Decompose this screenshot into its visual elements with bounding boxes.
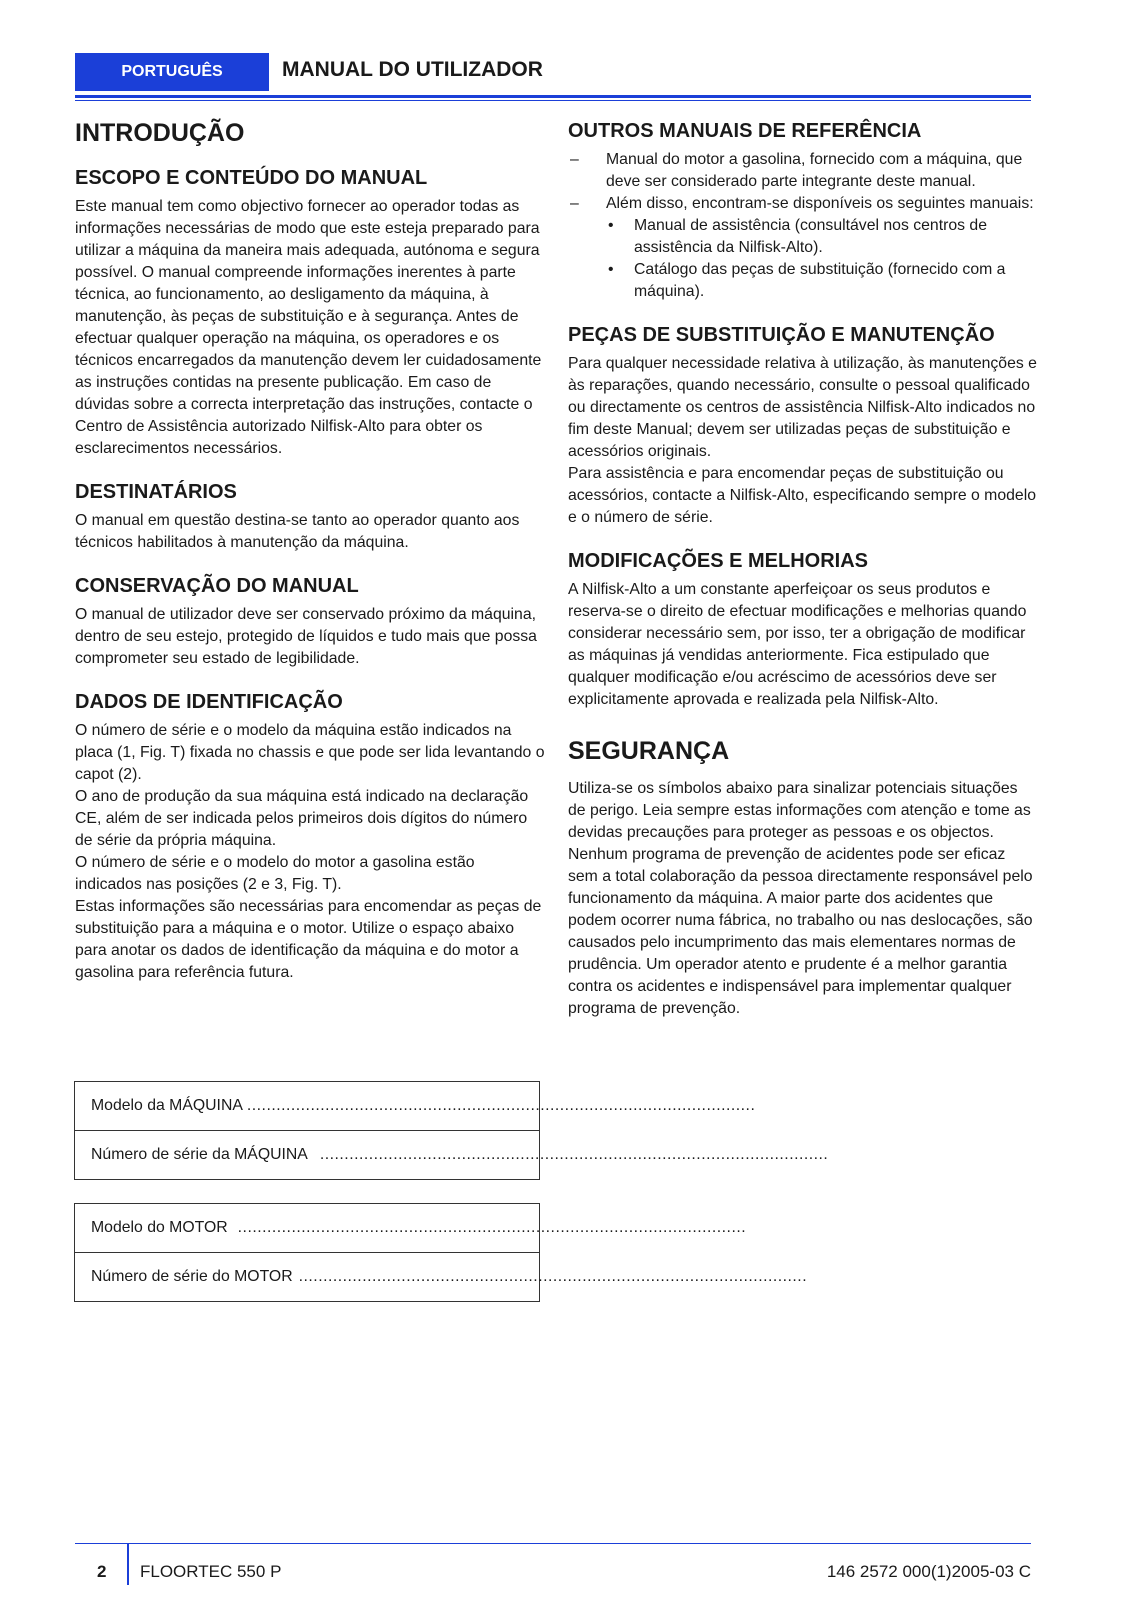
identification-text-1: O número de série e o modelo da máquina estão indicados na placa (1, Fig. T) fixada no chassis e que pode ser lida levantando o capot (2). bbox=[75, 722, 545, 783]
list-item: – Além disso, encontram-se disponíveis os seguintes manuais: • Manual de assistência (consultável nos centros de assistência da Nilfisk-Alto). • Catálogo das peças de substituição (fornecido com a máquina). bbox=[568, 193, 1038, 303]
spare-parts-text-2: Para assistência e para encomendar peças de substituição ou acessórios, contacte a Nilfisk-Alto, especificando sempre o modelo e o número de série. bbox=[568, 465, 1036, 526]
language-tab: PORTUGUÊS bbox=[75, 53, 269, 91]
intro-title: INTRODUÇÃO bbox=[75, 119, 245, 147]
spare-parts-text-1: Para qualquer necessidade relativa à utilização, às manutenções e às reparações, quando necessário, consulte o pessoal qualificado ou directamente os centros de assistência Nilfisk-Alto indicados no fim deste Manual; devem ser utilizadas peças de substituição e acessórios originais. bbox=[568, 355, 1037, 460]
identification-text-3: O número de série e o modelo do motor a gasolina estão indicados nas posições (2 e 3, Fig. T). bbox=[75, 854, 475, 893]
conservation-heading: CONSERVAÇÃO DO MANUAL bbox=[75, 575, 359, 597]
identification-heading: DADOS DE IDENTIFICAÇÃO bbox=[75, 691, 343, 713]
list-item: • Manual de assistência (consultável nos centros de assistência da Nilfisk-Alto). bbox=[606, 215, 1038, 259]
left-column bbox=[75, 113, 545, 984]
identification-text-2: O ano de produção da sua máquina está indicado na declaração CE, além de ser indicada pelos primeiros dois dígitos do número de série da própria máquina. bbox=[75, 788, 529, 849]
safety-text-1: Utiliza-se os símbolos abaixo para sinalizar potenciais situações de perigo. Leia sempre estas informações com atenção e tome as devidas precauções para proteger as pessoas e os objectos. bbox=[568, 780, 1031, 841]
modifications-text: A Nilfisk-Alto a um constante aperfeiçoar os seus produtos e reserva-se o direito de efectuar modificações e melhorias quando considerar necessário sem, por isso, ter a obrigação de modificar as máquinas já vendidas anteriormente. Fica estipulado que qualquer modificação e/ou acréscimo de acessórios deve ser explicitamente aprovada e realizada pela Nilfisk-Alto. bbox=[568, 581, 1027, 708]
machine-serial-row bbox=[75, 1130, 829, 1179]
recipients-heading: DESTINATÁRIOS bbox=[75, 481, 237, 503]
list-item: – Manual do motor a gasolina, fornecido com a máquina, que deve ser considerado parte integrante deste manual. bbox=[568, 149, 1038, 193]
other-manuals-heading: OUTROS MANUAIS DE REFERÊNCIA bbox=[568, 120, 922, 142]
machine-model-row bbox=[75, 1082, 756, 1130]
engine-serial-dots: ........................................................................................................ bbox=[298, 1268, 808, 1285]
engine-model-label: Modelo do MOTOR bbox=[91, 1219, 228, 1236]
machine-serial-dots: ........................................................................................................ bbox=[319, 1146, 829, 1163]
scope-text: Este manual tem como objectivo fornecer ao operador todas as informações necessárias de modo que este esteja preparado para utilizar a máquina da maneira mais adequada, autónoma e segura possível. O manual compreende informações inerentes à parte técnica, ao funcionamento, ao desligamento da máquina, à manutenção, às peças de substituição e à segurança. Antes de efectuar qualquer operação na máquina, os operadores e os técnicos encarregados da manutenção devem ler cuidadosamente as instruções contidas na presente publicação. Em caso de dúvidas sobre a correcta interpretação das instruções, contacte o Centro de Assistência autorizado Nilfisk-Alto para obter os esclarecimentos necessários. bbox=[75, 198, 542, 457]
recipients-text: O manual em questão destina-se tanto ao operador quanto aos técnicos habilitados à manutenção da máquina. bbox=[75, 512, 520, 551]
footer-separator bbox=[127, 1543, 129, 1585]
engine-model-row bbox=[75, 1204, 747, 1252]
conservation-text: O manual de utilizador deve ser conservado próximo da máquina, dentro de seu estejo, protegido de líquidos e tudo mais que possa comprometer seu estado de legibilidade. bbox=[75, 606, 537, 667]
engine-serial-row bbox=[75, 1252, 808, 1301]
identification-text-4: Estas informações são necessárias para encomendar as peças de substituição para a máquina e o motor. Utilize o espaço abaixo para anotar os dados de identificação da máquina e do motor a gasolina para referência futura. bbox=[75, 898, 542, 981]
list-item: • Catálogo das peças de substituição (fornecido com a máquina). bbox=[606, 259, 1038, 303]
page-number: 2 bbox=[97, 1562, 107, 1581]
safety-title: SEGURANÇA bbox=[568, 737, 730, 765]
scope-heading: ESCOPO E CONTEÚDO DO MANUAL bbox=[75, 167, 428, 189]
engine-model-dots: ........................................................................................................ bbox=[237, 1219, 747, 1236]
footer-model: FLOORTEC 550 P bbox=[140, 1562, 282, 1581]
other-manuals-list bbox=[568, 149, 1038, 303]
footer-doc-number: 146 2572 000(1)2005-03 C bbox=[826, 1562, 1031, 1581]
machine-id-box bbox=[74, 1081, 829, 1180]
machine-model-label: Modelo da MÁQUINA bbox=[91, 1097, 243, 1114]
machine-model-dots: ........................................................................................................ bbox=[246, 1097, 756, 1114]
machine-serial-label: Número de série da MÁQUINA bbox=[91, 1146, 308, 1163]
modifications-heading: MODIFICAÇÕES E MELHORIAS bbox=[568, 550, 869, 572]
spare-parts-heading: PEÇAS DE SUBSTITUIÇÃO E MANUTENÇÃO bbox=[568, 324, 995, 346]
footer-divider bbox=[75, 1543, 1031, 1544]
header-divider-thin bbox=[75, 100, 1031, 101]
engine-serial-label: Número de série do MOTOR bbox=[91, 1268, 293, 1285]
engine-id-box bbox=[74, 1203, 808, 1302]
safety-text-2: Nenhum programa de prevenção de acidentes pode ser eficaz sem a total colaboração da pessoa directamente responsável pelo funcionamento da máquina. A maior parte dos acidentes que podem ocorrer numa fábrica, no trabalho ou nas deslocações, são causados pelo incumprimento das mais elementares normas de prudência. Um operador atento e prudente é a melhor garantia contra os acidentes e indispensável para implementar qualquer programa de prevenção. bbox=[568, 846, 1033, 1017]
header-divider bbox=[75, 95, 1031, 98]
right-column bbox=[568, 113, 1038, 1020]
manual-title: MANUAL DO UTILIZADOR bbox=[282, 58, 543, 81]
sub-list bbox=[606, 215, 1038, 303]
